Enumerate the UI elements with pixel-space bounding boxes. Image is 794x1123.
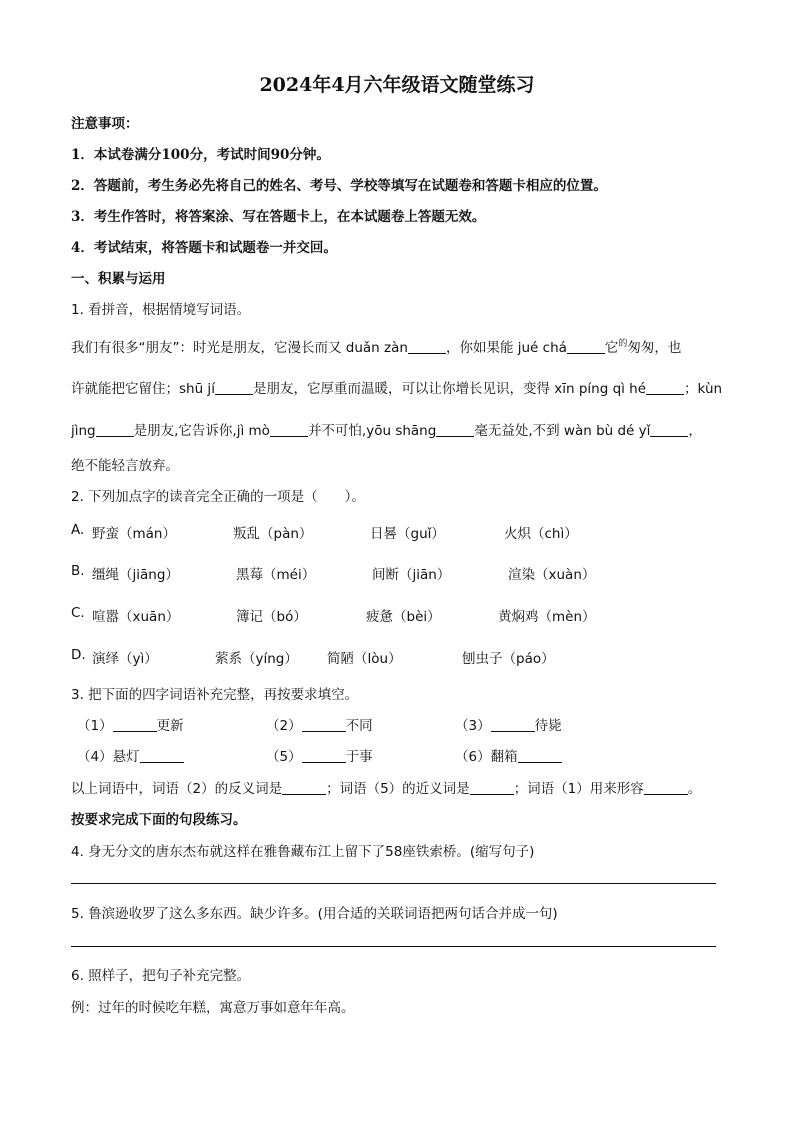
notice-heading: 注意事项： [71,116,139,132]
option-word: 黄焖鸡（mèn） [498,609,596,625]
option-word: 簿记（bó） [236,609,307,625]
answer-line[interactable] [71,883,716,884]
option-word: 简陋（lòu） [327,651,402,667]
option-word: 喧嚣（xuān） [92,609,180,625]
answer-blank[interactable] [282,780,326,795]
notice-item: 1．本试卷满分100分，考试时间90分钟。 [71,147,330,163]
option-word: 火炽（chì） [504,526,578,542]
answer-blank[interactable] [644,780,688,795]
section-heading: 一、积累与运用 [71,271,166,287]
notice-item: 3．考生作答时，将答案涂、写在答题卡上，在本试题卷上答题无效。 [71,209,486,225]
option-word: 黑莓（méi） [236,567,316,583]
q1-line-3: jìng 是朋友,它告诉你,jì mò 并不可怕,yōu shāng 毫无益处,不到 wàn bù dé yǐ ， [71,423,702,439]
option-word: 渲染（xuàn） [508,567,596,583]
option-word: 萦系（yíng） [215,651,298,667]
option-word: 演绎（yì） [92,651,158,667]
section-heading: 按要求完成下面的句段练习。 [71,812,247,828]
option-word: 叛乱（pàn） [233,526,313,542]
answer-blank[interactable] [302,717,346,732]
option-label: D. [71,647,86,663]
question-stem: 2. 下列加点字的读音完全正确的一项是（ ）。 [71,489,365,505]
question-stem: 5. 鲁滨逊收罗了这么多东西。缺少许多。(用合适的关联词语把两句话合并成一句) [71,906,558,922]
notice-item: 2．答题前，考生务必先将自己的姓名、考号、学校等填写在试题卷和答题卡相应的位置。 [71,178,607,194]
answer-blank[interactable] [215,380,253,395]
answer-blank[interactable] [270,422,308,437]
option-word: 间断（jiān） [372,567,451,583]
answer-blank[interactable] [302,748,346,763]
page-title: 2024年4月六年级语文随堂练习 [259,74,535,96]
q1-line-4: 绝不能轻言放弃。 [71,458,179,474]
option-label: C. [71,605,85,621]
answer-blank[interactable] [436,422,474,437]
answer-blank[interactable] [491,717,535,732]
q1-line-1: 我们有很多“朋友”：时光是朋友，它漫长而又 duǎn zàn ，你如果能 jué chá 它$^的$匆匆，也 [71,339,682,356]
option-word: 日晷（guǐ） [370,526,445,542]
option-word: 疲惫（bèi） [366,609,441,625]
q3-item-1: （1） 更新 [77,718,184,734]
question-stem: 3. 把下面的四字词语补充完整，再按要求填空。 [71,687,359,703]
question-stem: 1. 看拼音，根据情境写词语。 [71,302,251,318]
answer-blank[interactable] [518,748,562,763]
answer-blank[interactable] [470,780,514,795]
option-word: 刨虫子（páo） [462,651,555,667]
question-stem: 4. 身无分文的唐东杰布就这样在雅鲁藏布江上留下了58座铁索桥。(缩写句子) [71,844,535,860]
notice-item: 4．考试结束，将答题卡和试题卷一并交回。 [71,240,337,256]
answer-blank[interactable] [567,339,605,354]
q3-tail: 以上词语中，词语（2）的反义词是 ；词语（5）的近义词是 ；词语（1）用来形容 。 [71,781,702,797]
q3-item-6: （6）翻箱 [455,745,562,765]
answer-blank[interactable] [113,717,157,732]
q3-item-2: （2） 不同 [266,718,373,734]
option-label: B. [71,563,85,579]
example-sentence: 例：过年的时候吃年糕，寓意万事如意年年高。 [71,1000,355,1016]
answer-line[interactable] [71,946,716,947]
option-word: 野蛮（mán） [92,526,176,542]
answer-blank[interactable] [140,748,184,763]
option-word: 缰绳（jiāng） [92,567,179,583]
question-stem: 6. 照样子，把句子补充完整。 [71,968,251,984]
option-label: A. [71,522,85,538]
q3-item-5: （5） 于事 [266,749,373,765]
q3-item-3: （3） 待毙 [455,718,562,734]
q1-line-2: 许就能把它留住；shū jí 是朋友，它厚重而温暖，可以让你增长见识，变得 xīn píng qì hé ；kùn [71,381,723,397]
answer-blank[interactable] [646,380,684,395]
answer-blank[interactable] [96,422,134,437]
answer-blank[interactable] [408,339,446,354]
answer-blank[interactable] [650,422,688,437]
q3-item-4: （4）悬灯 [77,745,184,765]
